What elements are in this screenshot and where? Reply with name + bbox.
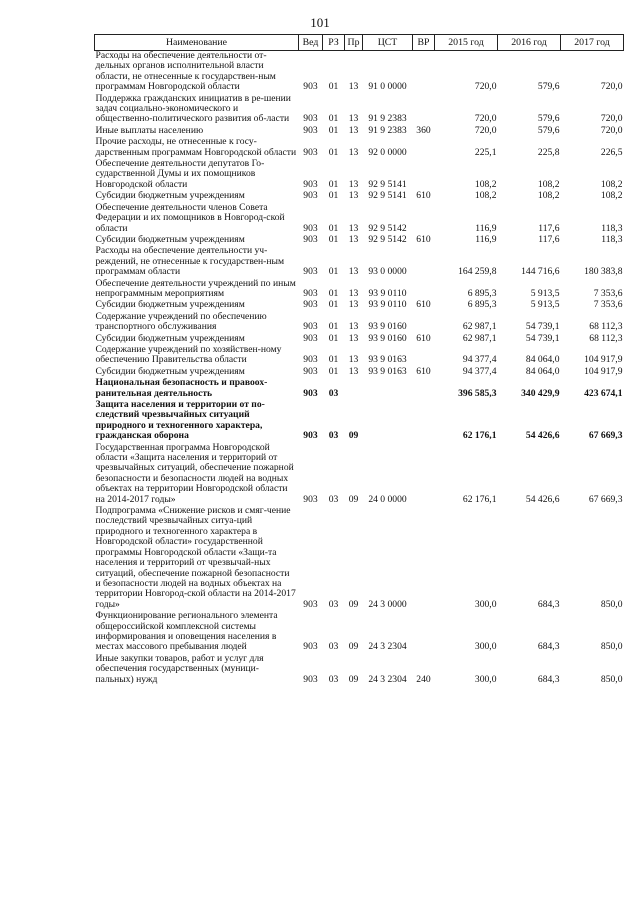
row-ved-cell: 903 [303,387,318,399]
row-rz-cell: 03 [328,598,339,610]
table-row [95,159,624,191]
table-row [95,94,624,126]
row-vr-cell [413,94,435,126]
row-ved-cell: 903 [303,299,318,311]
row-2016-cell: 84 064,0 [525,354,560,366]
row-rz-cell: 03 [328,493,339,505]
row-name-cell: Подпрограмма «Снижение рисков и смяг-чение последствий чрезвычайных ситуа-ций природного и техногенного характера в Новгородской области» государственной программы Новгородской области «Защи-та населения и территорий от чрезвычай-ных ситуаций, обеспечение пожарной безопасности и безопасности людей на водных объектах на территории Новгород-ской области на 2014-2017 годы» [95,505,296,610]
row-pr-cell: 13 [348,321,359,333]
row-2015-cell: 225,1 [474,146,497,158]
row-rz-cell: 01 [328,332,339,344]
row-cst-cell: 91 9 2383 [368,124,407,136]
row-2015-cell: 62 987,1 [462,332,497,344]
row-2015-cell: 300,0 [474,673,497,685]
row-2017-cell: 108,2 [600,178,623,190]
row-ved-cell: 903 [303,332,318,344]
row-2015-cell: 396 585,3 [458,387,497,399]
row-rz-cell: 01 [328,222,339,234]
row-cst-cell [363,378,413,400]
row-ved-cell: 903 [303,113,318,125]
row-cst-cell: 92 9 5142 [368,222,407,234]
row-2015-cell: 720,0 [474,124,497,136]
row-ved-cell: 903 [303,266,318,278]
row-vr-cell [413,312,435,334]
row-cst-cell: 24 3 0000 [368,598,407,610]
row-name-cell: Обеспечение деятельности депутатов Го-сударственной Думы и их помощников Новгородской области [95,158,265,190]
row-ved-cell: 903 [303,493,318,505]
row-2016-cell: 684,3 [537,641,560,653]
row-2017-cell: 423 674,1 [584,387,623,399]
row-pr-cell: 13 [348,222,359,234]
row-pr-cell: 13 [348,178,359,190]
row-cst-cell [363,400,413,443]
row-2017-cell: 67 669,3 [588,493,623,505]
row-pr-cell: 09 [348,641,359,653]
row-pr-cell: 09 [348,598,359,610]
table-row [95,378,624,400]
row-name-cell: Расходы на обеспечение деятельности уч-реждений, не отнесенные к государствен-ным программам области [95,245,285,278]
table-row [95,506,624,611]
row-vr-cell: 610 [416,190,431,202]
row-cst-cell: 92 9 5141 [368,190,407,202]
row-2015-cell: 116,9 [475,222,497,234]
row-rz-cell: 01 [328,190,339,202]
table-row [95,246,624,278]
row-cst-cell: 91 9 2383 [368,113,407,125]
row-2016-cell: 684,3 [537,673,560,685]
row-vr-cell [413,246,435,278]
row-2016-cell: 5 913,5 [530,287,560,299]
row-2015-cell: 6 895,3 [467,287,497,299]
row-ved-cell: 903 [303,233,318,245]
row-2017-cell: 850,0 [600,598,623,610]
budget-table [94,34,624,686]
row-pr-cell: 09 [348,493,359,505]
row-2015-cell: 164 259,8 [458,266,497,278]
row-2015-cell: 300,0 [474,598,497,610]
row-rz-cell: 01 [328,178,339,190]
header-vr: ВР [413,35,435,51]
row-2016-cell: 579,6 [537,81,560,93]
header-name: Наименование [95,35,299,51]
table-row [95,51,624,94]
row-name-cell: Прочие расходы, не отнесенные к госу-дарственным программам Новгородской области [95,136,297,158]
row-ved-cell: 903 [303,365,318,377]
row-rz-cell: 01 [328,354,339,366]
header-ved: Вед [299,35,323,51]
table-row [95,191,624,202]
table-row [95,345,624,367]
row-cst-cell: 93 9 0163 [368,365,407,377]
row-pr-cell: 13 [348,233,359,245]
row-ved-cell: 903 [303,146,318,158]
table-body [95,51,624,686]
row-name-cell: Содержание учреждений по обеспечению транспортного обслуживания [95,310,267,333]
row-2015-cell: 6 895,3 [467,299,497,311]
row-2015-cell: 108,2 [474,178,497,190]
row-ved-cell: 903 [303,190,318,202]
row-2017-cell: 67 669,3 [588,430,623,442]
row-pr-cell: 13 [348,124,359,136]
row-rz-cell: 01 [328,233,339,245]
row-vr-cell: 610 [416,299,431,311]
row-pr-cell: 13 [348,287,359,299]
row-vr-cell [413,378,435,400]
row-cst-cell: 24 0 0000 [368,493,407,505]
row-2017-cell: 68 112,3 [589,332,623,344]
row-rz-cell: 01 [328,266,339,278]
header-2016: 2016 год [498,35,561,51]
row-name-cell: Субсидии бюджетным учреждениям [95,365,245,377]
row-2017-cell: 720,0 [600,124,623,136]
row-cst-cell: 93 9 0160 [368,332,407,344]
header-2015: 2015 год [435,35,498,51]
row-ved-cell: 903 [303,222,318,234]
row-2017-cell: 226,5 [600,146,623,158]
page-number: 101 [310,15,330,30]
row-2016-cell: 684,3 [537,598,560,610]
table-row [95,279,624,301]
row-pr-cell: 09 [348,430,359,442]
row-ved-cell: 903 [303,287,318,299]
row-name-cell: Обеспечение деятельности учреждений по иным непрограммным мероприятиям [95,277,296,299]
row-vr-cell: 360 [416,124,431,136]
header-rz: РЗ [323,35,345,51]
header-2017: 2017 год [561,35,624,51]
row-2016-cell: 54 739,1 [525,332,560,344]
row-rz-cell: 01 [328,287,339,299]
row-2015-cell: 720,0 [474,81,497,93]
row-ved-cell: 903 [303,124,318,136]
row-pr-cell: 13 [348,190,359,202]
row-2015-cell: 62 176,1 [462,430,497,442]
row-2015-cell: 116,9 [475,233,497,245]
row-name-cell: Государственная программа Новгородской области «Защита населения и территорий от чрезвычайных ситуаций, обеспечение пожарной безопасности и безопасности людей на водных объектах на территории Новгородской области на 2014-2017 годы» [95,441,294,505]
row-cst-cell: 92 0 0000 [368,146,407,158]
table-row [95,312,624,334]
row-name-cell: Иные выплаты населению [95,124,204,136]
row-name-cell: Национальная безопасность и правоох-ранительная деятельность [95,377,268,399]
row-name-cell: Содержание учреждений по хозяйствен-ному обеспечению Правительства области [95,343,282,366]
row-vr-cell: 610 [416,332,431,344]
header-cst: ЦСТ [363,35,413,51]
row-name-cell: Иные закупки товаров, работ и услуг для обеспечения государственных (муници-пальных) нужд [95,652,264,685]
row-rz-cell: 01 [328,124,339,136]
row-2017-cell: 118,3 [601,233,623,245]
table-header-row [95,35,624,51]
row-cst-cell: 93 9 0110 [368,299,407,311]
row-2016-cell: 84 064,0 [525,365,560,377]
row-2016-cell: 54 426,6 [525,430,560,442]
row-2016-cell: 144 716,6 [521,266,560,278]
table-row [95,400,624,443]
row-2017-cell: 720,0 [600,81,623,93]
table-row [95,203,624,235]
row-2015-cell: 62 176,1 [462,493,497,505]
row-rz-cell: 01 [328,81,339,93]
row-pr-cell: 13 [348,299,359,311]
row-name-cell: Субсидии бюджетным учреждениям [95,233,245,245]
row-pr-cell: 13 [348,266,359,278]
row-rz-cell: 01 [328,365,339,377]
row-name-cell: Субсидии бюджетным учреждениям [95,190,245,202]
row-vr-cell [413,611,435,654]
row-rz-cell: 01 [328,146,339,158]
row-2016-cell: 225,8 [537,146,560,158]
row-cst-cell: 93 9 0160 [368,321,407,333]
row-2016-cell: 108,2 [537,190,560,202]
row-2017-cell: 104 917,9 [584,354,623,366]
row-ved-cell: 903 [303,673,318,685]
row-2015-cell: 94 377,4 [462,365,497,377]
row-ved-cell: 903 [303,598,318,610]
row-vr-cell [413,137,435,159]
row-2016-cell: 5 913,5 [530,299,560,311]
row-ved-cell: 903 [303,354,318,366]
row-name-cell: Защита населения и территории от по-следствий чрезвычайных ситуаций природного и техногенного характера, гражданская оборона [95,399,265,442]
row-vr-cell [413,400,435,443]
header-pr: Пр [345,35,363,51]
row-name-cell: Субсидии бюджетным учреждениям [95,332,245,344]
row-cst-cell: 24 3 2304 [368,673,407,685]
row-2015-cell: 300,0 [474,641,497,653]
row-2017-cell: 850,0 [600,641,623,653]
row-vr-cell [413,203,435,235]
row-rz-cell: 03 [328,387,339,399]
row-name-cell: Обеспечение деятельности членов Совета Федерации и их помощников в Новгород-ской области [95,201,285,234]
row-cst-cell: 91 0 0000 [368,81,407,93]
row-2016-cell: 340 429,9 [521,387,560,399]
row-pr-cell: 13 [348,365,359,377]
row-vr-cell [413,443,435,506]
row-ved-cell: 903 [303,321,318,333]
row-rz-cell: 01 [328,321,339,333]
row-ved-cell: 903 [303,641,318,653]
table-row [95,443,624,506]
row-pr-cell: 13 [348,332,359,344]
row-vr-cell [413,506,435,611]
row-2015-cell: 62 987,1 [462,321,497,333]
row-2017-cell: 7 353,6 [593,287,623,299]
row-2017-cell: 118,3 [601,222,623,234]
row-cst-cell: 24 3 2304 [368,641,407,653]
row-vr-cell: 610 [416,365,431,377]
row-2016-cell: 108,2 [537,178,560,190]
row-2015-cell: 720,0 [474,113,497,125]
table-row [95,611,624,654]
row-pr-cell: 13 [348,81,359,93]
row-2017-cell: 180 383,8 [584,266,623,278]
row-rz-cell: 03 [328,673,339,685]
row-vr-cell [413,279,435,301]
row-ved-cell: 903 [303,81,318,93]
row-cst-cell: 92 9 5142 [368,233,407,245]
row-ved-cell: 903 [303,178,318,190]
row-name-cell: Субсидии бюджетным учреждениям [95,299,245,311]
row-vr-cell [413,159,435,191]
row-2017-cell: 68 112,3 [589,321,623,333]
row-2016-cell: 579,6 [537,113,560,125]
row-rz-cell: 03 [328,641,339,653]
row-ved-cell: 903 [303,430,318,442]
row-2016-cell: 117,6 [538,222,560,234]
row-name-cell: Расходы на обеспечение деятельности от-дельных органов исполнительной власти области, не отнесенные к государствен-ным программам Новгородской области [95,50,276,93]
row-2016-cell: 54 426,6 [525,493,560,505]
row-cst-cell: 93 0 0000 [368,266,407,278]
row-rz-cell: 01 [328,113,339,125]
row-2017-cell: 720,0 [600,113,623,125]
row-pr-cell: 09 [348,673,359,685]
row-rz-cell: 01 [328,299,339,311]
row-name-cell: Поддержка гражданских инициатив в ре-шении задач социально-экономического и общественно-политического развития об-ласти [95,92,291,125]
row-2017-cell: 108,2 [600,190,623,202]
row-2017-cell: 850,0 [600,673,623,685]
row-name-cell: Функционирование регионального элемента общероссийской комплексной системы информирования и оповещения населения в местах массового пребывания людей [95,610,278,653]
row-pr-cell: 13 [348,113,359,125]
row-cst-cell: 93 9 0163 [368,354,407,366]
row-2015-cell: 94 377,4 [462,354,497,366]
row-pr-cell [345,378,363,400]
row-cst-cell: 92 9 5141 [368,178,407,190]
table-row [95,137,624,159]
row-vr-cell: 610 [416,233,431,245]
row-vr-cell [413,345,435,367]
row-2016-cell: 579,6 [537,124,560,136]
row-vr-cell [413,51,435,94]
row-cst-cell: 93 9 0110 [368,287,407,299]
row-vr-cell: 240 [416,673,431,685]
row-2016-cell: 54 739,1 [525,321,560,333]
table-row [95,654,624,686]
row-2017-cell: 7 353,6 [593,299,623,311]
row-2015-cell: 108,2 [474,190,497,202]
row-2017-cell: 104 917,9 [584,365,623,377]
row-rz-cell: 03 [328,430,339,442]
row-pr-cell: 13 [348,146,359,158]
row-2016-cell: 117,6 [538,233,560,245]
row-pr-cell: 13 [348,354,359,366]
